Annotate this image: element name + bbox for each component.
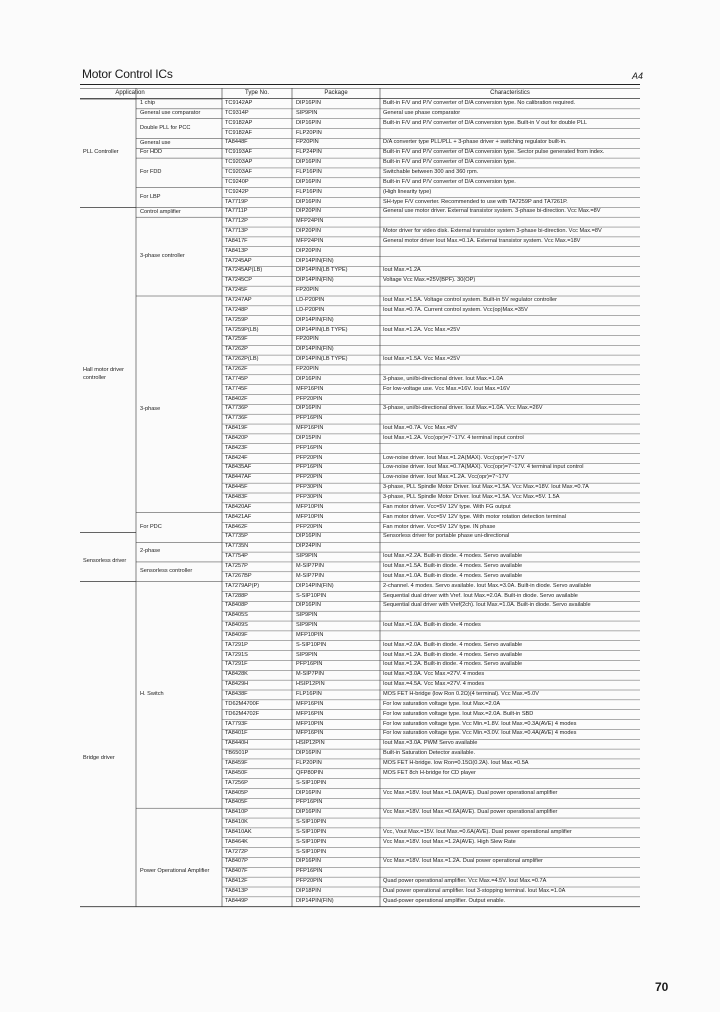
characteristics-cell: Fan motor driver. Vcc=5V 12V type. IN phase — [383, 523, 496, 530]
characteristics-cell: Voltage Vcc Max.=25V(BPF). 30(OP) — [383, 277, 476, 284]
package-cell: S-SIP10PIN — [296, 838, 327, 845]
package-cell: M-SIP7PIN — [296, 572, 324, 579]
package-cell: FLP16PIN — [296, 168, 322, 175]
type-no-cell: TA8405S — [225, 612, 248, 619]
subgroup-label: 3-phase controller — [140, 252, 185, 259]
type-no-cell: TA8459F — [225, 759, 248, 766]
package-cell: PFP16PIN — [296, 464, 323, 471]
package-cell: DIP14PIN(FIN) — [296, 897, 334, 904]
package-cell: FLP16PIN — [296, 188, 322, 195]
characteristics-cell: Built-in F/V and P/V converter of D/A conversion type. — [383, 178, 516, 185]
characteristics-cell: Low-noise driver. Iout Max.=0.7A(MAX). Vcc(opr)=7~17V. 4 terminal input control — [383, 464, 584, 471]
characteristics-cell: Low-noise driver. Iout Max.=1.2A. Vcc(opr)=7~17V — [383, 474, 509, 481]
type-no-cell: TA7245F — [225, 287, 248, 294]
type-no-cell: TA8413P — [225, 247, 248, 254]
subgroup-label: Control amplifier — [140, 208, 181, 215]
type-no-cell: TC9142AP — [225, 100, 253, 106]
characteristics-cell: MOS FET H-bridge. low Ron=0.15Ω(0.2A). Iout Max.=0.5A — [383, 759, 529, 766]
package-cell: FP20PIN — [296, 336, 319, 343]
type-no-cell: TA7257P — [225, 562, 248, 569]
type-no-cell: TA8435AF — [225, 464, 252, 471]
type-no-cell: TA8407F — [225, 868, 248, 875]
package-cell: PFP16PIN — [296, 868, 323, 875]
type-no-cell: TA8445F — [225, 484, 248, 491]
package-cell: FP20PIN — [296, 365, 319, 372]
header-characteristics: Characteristics — [490, 90, 530, 96]
characteristics-cell: Vcc Max.=18V. Iout Max.=0.6A(AVE). Dual power operational amplifier — [383, 809, 558, 816]
type-no-cell: TA8413P — [225, 888, 248, 894]
characteristics-cell: Built-in Saturation Detector available. — [383, 750, 476, 757]
package-cell: DIP14PIN(LB TYPE) — [296, 356, 348, 363]
package-cell: SIP9PIN — [296, 651, 318, 658]
package-cell: MFP10PIN — [296, 503, 324, 510]
type-no-cell: TA7272P — [225, 848, 248, 855]
type-no-cell: TA8409S — [225, 622, 248, 629]
characteristics-cell: 2-channel. 4 modes. Servo available. Iout Max.=3.0A. Built-in diode. Servo available — [383, 582, 592, 589]
package-cell: DIP16PIN — [296, 100, 321, 106]
package-cell: FLP20PIN — [296, 759, 322, 766]
type-no-cell: TA7259F — [225, 336, 248, 343]
type-no-cell: TA8410AK — [225, 828, 252, 835]
characteristics-cell: Sensorless driver for portable phase uni-directional — [383, 533, 510, 540]
package-cell: DIP20PIN — [296, 208, 321, 215]
subgroup-label: H. Switch — [140, 691, 164, 698]
type-no-cell: TA7245CP — [225, 277, 252, 284]
type-no-cell: TA8483F — [225, 494, 248, 500]
page-title: Motor Control ICs — [82, 67, 173, 81]
characteristics-cell: For low-voltage use. Vcc Max.=16V. Iout Max.=16V — [383, 385, 510, 392]
type-no-cell: TC9182AF — [225, 129, 253, 136]
characteristics-cell: Iout Max.=1.0A. Built-in diode. 4 modes — [383, 622, 481, 629]
characteristics-cell: Iout Max.=1.5A. Vcc Max.=25V — [383, 356, 461, 363]
group-label: Sensorless driver — [83, 558, 127, 565]
subgroup-label: For HDD — [140, 149, 163, 156]
characteristics-cell: Sequential dual driver with Vref(2ch). Iout Max.=1.0A. Built-in diode. Servo available — [383, 602, 591, 609]
package-cell: DIP16PIN — [296, 198, 321, 205]
package-cell: PFP16PIN — [296, 661, 323, 668]
characteristics-cell: Iout Max.=2.0A. Built-in diode. 4 modes. Servo available — [383, 641, 523, 648]
package-cell: DIP16PIN — [296, 789, 321, 796]
package-cell: DIP16PIN — [296, 602, 321, 609]
package-cell: PFP20PIN — [296, 523, 323, 530]
package-cell: QFP80PIN — [296, 769, 324, 776]
page-reference: A4 — [632, 71, 644, 81]
characteristics-cell: Iout Max.=0.7A. Current control system. Vcc(op)Max.=35V — [383, 306, 528, 313]
type-no-cell: TA7262P — [225, 346, 248, 353]
package-cell: FLP24PIN — [296, 149, 322, 156]
package-cell: S-SIP10PIN — [296, 828, 327, 835]
package-cell: DIP24PIN — [296, 543, 321, 550]
package-cell: DIP16PIN — [296, 858, 321, 865]
type-no-cell: TA7713P — [225, 228, 248, 235]
characteristics-cell: For low saturation voltage type. Vcc Min.=3.0V. Iout Max.=0.4A(AVE) 4 modes — [383, 730, 577, 737]
package-cell: DIP14PIN(FIN) — [296, 582, 334, 589]
package-cell: DIP20PIN — [296, 247, 321, 254]
package-cell: MFP16PIN — [296, 700, 324, 707]
type-no-cell: TA7735N — [225, 543, 249, 550]
subgroup-label: For LBP — [140, 193, 161, 200]
type-no-cell: TA7712P — [225, 218, 248, 225]
type-no-cell: TA8405P — [225, 789, 248, 796]
characteristics-cell: Built-in F/V and P/V converter of D/A conversion type. No calibration required. — [383, 100, 576, 106]
package-cell: LD-P20PIN — [296, 297, 325, 303]
package-cell: MFP16PIN — [296, 425, 324, 432]
characteristics-cell: Iout Max.=1.2A. Built-in diode. 4 modes. Servo available — [383, 651, 523, 658]
type-no-cell: TC9242P — [225, 188, 249, 195]
group-label: PLL Controller — [83, 149, 119, 156]
package-cell: HSIP12PIN — [296, 681, 325, 688]
characteristics-cell: Iout Max.=1.5A. Built-in diode. 4 modes. Servo available — [383, 562, 523, 569]
type-no-cell: TA8409F — [225, 631, 248, 638]
package-cell: S-SIP10PIN — [296, 848, 327, 855]
package-cell: M-SIP7PIN — [296, 671, 324, 678]
header-package: Package — [324, 90, 348, 96]
package-cell: MFP16PIN — [296, 710, 324, 717]
motor-control-ic-table — [80, 88, 640, 956]
type-no-cell: TA8462F — [225, 523, 248, 530]
characteristics-cell: General motor driver Iout Max.=0.1A. External transistor system. Vcc Max.=18V — [383, 237, 581, 244]
characteristics-cell: For low saturation voltage type. Vcc Min.=1.8V. Iout Max.=0.3A(AVE) 4 modes — [383, 720, 577, 727]
characteristics-cell: Iout Max.=3.0A. Vcc Max.=27V. 4 modes — [383, 671, 485, 678]
type-no-cell: TA8405F — [225, 799, 248, 806]
package-cell: PFP30PIN — [296, 484, 323, 491]
package-cell: DIP14PIN(LB TYPE) — [296, 267, 348, 274]
type-no-cell: TA7793F — [225, 720, 248, 727]
type-no-cell: TA7291F — [225, 661, 248, 668]
characteristics-cell: Fan motor driver. Vcc=5V 12V type. With motor rotation detection terminal — [383, 513, 566, 520]
type-no-cell: TC9240P — [225, 178, 249, 185]
characteristics-cell: For low saturation voltage type. Iout Max.=2.0A. Built-in SBD — [383, 710, 534, 717]
type-no-cell: TA8450F — [225, 769, 248, 776]
package-cell: PFP20PIN — [296, 474, 323, 481]
type-no-cell: TA8448F — [225, 139, 248, 146]
characteristics-cell: Iout Max.=0.7A. Vcc Max.=8V — [383, 425, 457, 432]
package-cell: PFP16PIN — [296, 444, 323, 451]
package-cell: FP20PIN — [296, 139, 319, 146]
type-no-cell: TA7736F — [225, 415, 248, 422]
characteristics-cell: Iout Max.=1.2A. Vcc(opr)=7~17V. 4 terminal input control — [383, 434, 524, 441]
type-no-cell: TA8407P — [225, 858, 248, 865]
title-rule — [80, 84, 640, 85]
package-cell: MFP10PIN — [296, 513, 324, 520]
characteristics-cell: 3-phase, PLL Spindle Motor Driver. Iout Max.=1.5A. Vcc Max.=18V. Iout Max.=0.7A — [383, 484, 589, 491]
type-no-cell: TA8424F — [225, 454, 248, 461]
type-no-cell: TA8447AF — [225, 474, 252, 481]
header-type-no: Type No. — [244, 90, 269, 96]
characteristics-cell: Sequential dual driver with Vref. Iout Max.=2.0A. Built-in diode. Servo available — [383, 592, 578, 599]
type-no-cell: TA7256P — [225, 779, 248, 786]
characteristics-cell: 3-phase, PLL Spindle Motor Driver. Iout Max.=1.5A. Vcc Max.=5V. 1.5A — [383, 494, 560, 500]
characteristics-cell: General use phase comparator — [383, 109, 461, 116]
characteristics-cell: Iout Max.=1.5A. Voltage control system. Built-in 5V regulator controller — [383, 297, 557, 303]
type-no-cell: TA8464K — [225, 838, 248, 845]
type-no-cell: TA8420P — [225, 434, 248, 441]
type-no-cell: TA8428K — [225, 671, 248, 678]
package-cell: MFP16PIN — [296, 730, 324, 737]
type-no-cell: TA8402F — [225, 395, 248, 402]
package-cell: DIP16PIN — [296, 809, 321, 816]
type-no-cell: TA7711P — [225, 208, 248, 215]
characteristics-cell: MOS FET H-bridge (low Ron 0.2Ω)(4 terminal). Vcc Max.=5.0V — [383, 691, 539, 697]
type-no-cell: TA8421AF — [225, 513, 252, 520]
package-cell: PFP16PIN — [296, 415, 323, 422]
type-no-cell: TD62M4700F — [225, 700, 260, 707]
type-no-cell: TA8429H — [225, 681, 249, 688]
type-no-cell: TA8412F — [225, 878, 248, 885]
type-no-cell: TA7291P — [225, 641, 248, 648]
characteristics-cell: Iout Max.=1.2A — [383, 267, 421, 274]
package-cell: DIP16PIN — [296, 405, 321, 412]
characteristics-cell: SH-type F/V converter. Recommended to use with TA7259P and TA7261P. — [383, 198, 568, 205]
package-cell: MFP24PIN — [296, 218, 324, 225]
type-no-cell: TA7288P — [225, 592, 248, 599]
package-cell: DIP14PIN(FIN) — [296, 316, 334, 323]
package-cell: PFP20PIN — [296, 395, 323, 402]
type-no-cell: TA8420AF — [225, 503, 252, 510]
type-no-cell: TA7262F — [225, 365, 248, 372]
package-cell: S-SIP10PIN — [296, 641, 327, 648]
package-cell: DIP16PIN — [296, 533, 321, 540]
package-cell: MFP10PIN — [296, 720, 324, 727]
type-no-cell: TC9193AF — [225, 149, 253, 156]
package-cell: LD-P20PIN — [296, 306, 325, 313]
type-no-cell: TA7754P — [225, 553, 248, 560]
package-cell: FP20PIN — [296, 287, 319, 294]
package-cell: M-SIP7PIN — [296, 562, 324, 569]
package-cell: DIP14PIN(FIN) — [296, 346, 334, 353]
subgroup-label: Power Operational Amplifier — [140, 868, 210, 875]
type-no-cell: TC9314P — [225, 109, 249, 116]
characteristics-cell: Vcc Max.=18V. Iout Max.=1.2A. Dual power operational amplifier — [383, 858, 543, 865]
subgroup-label: General use comparator — [140, 110, 201, 117]
package-cell: S-SIP10PIN — [296, 592, 327, 599]
type-no-cell: TA7259P — [225, 316, 248, 323]
group-label: Hall motor driver controller — [83, 367, 125, 381]
characteristics-cell: Motor driver for video disk. External transistor system 3-phase bi-direction. Vcc Max.=8V — [383, 228, 602, 235]
characteristics-cell: Vcc Max.=18V. Iout Max.=1.0A(AVE). Dual power operational amplifier — [383, 789, 558, 796]
subgroup-label: Sensorless controller — [140, 568, 193, 575]
characteristics-cell: D/A converter type PLL/PLL + 3-phase driver + switching regulator built-in. — [383, 139, 567, 146]
package-cell: PFP30PIN — [296, 494, 323, 500]
package-cell: FLP20PIN — [296, 129, 322, 136]
subgroup-label: 2-phase — [140, 548, 161, 555]
characteristics-cell: 3-phase, uni/bi-directional driver. Iout Max.=1.0A. Vcc Max.=26V — [383, 405, 543, 412]
characteristics-cell: Iout Max.=3.0A. PWM Servo available — [383, 740, 478, 747]
characteristics-cell: Dual power operational amplifier. Iout 3-stopping terminal. Iout Max.=1.0A — [383, 888, 566, 894]
characteristics-cell: Switchable between 300 and 360 rpm. — [383, 168, 479, 175]
group-label: Bridge driver — [83, 755, 115, 762]
type-no-cell: TA7279AP(P) — [225, 582, 260, 589]
header-application: Application — [115, 90, 145, 96]
characteristics-cell: Iout Max.=1.2A. Vcc Max.=25V — [383, 326, 461, 333]
characteristics-cell: Low-noise driver. Iout Max.=1.2A(MAX). Vcc(opr)=7~17V — [383, 454, 525, 461]
type-no-cell: TA8417F — [225, 237, 248, 244]
characteristics-cell: Vcc Max.=18V. Iout Max.=1.2A(AVE). High Slew Rate — [383, 838, 516, 845]
package-cell: MFP16PIN — [296, 385, 324, 392]
type-no-cell: TA7745F — [225, 385, 248, 392]
package-cell: PFP20PIN — [296, 878, 323, 885]
characteristics-cell: For low saturation voltage type. Iout Max.=2.0A — [383, 700, 501, 707]
package-cell: DIP16PIN — [296, 119, 321, 126]
package-cell: HSIP12PIN — [296, 740, 325, 747]
package-cell: DIP18PIN — [296, 888, 321, 894]
type-no-cell: TC9203AF — [225, 168, 253, 175]
type-no-cell: TA7291S — [225, 651, 248, 658]
characteristics-cell: Built-in F/V and P/V converter of D/A conversion type. Sector pulse generated from index. — [383, 149, 605, 156]
characteristics-cell: Fan motor driver. Vcc=5V 12V type. With FG output — [383, 503, 511, 510]
package-cell: MFP10PIN — [296, 631, 324, 638]
package-cell: DIP14PIN(LB TYPE) — [296, 326, 348, 333]
characteristics-cell: Built-in F/V and P/V converter of D/A conversion type. — [383, 159, 516, 166]
characteristics-cell: General use motor driver. External transistor system. 3-phase bi-direction. Vcc Max.=8V — [383, 208, 601, 215]
package-cell: DIP16PIN — [296, 750, 321, 757]
type-no-cell: TA8419F — [225, 425, 248, 432]
type-no-cell: TD62M4702F — [225, 710, 260, 717]
type-no-cell: TA7267BP — [225, 572, 252, 579]
package-cell: DIP20PIN — [296, 228, 321, 235]
package-cell: S-SIP10PIN — [296, 819, 327, 826]
package-cell: MFP24PIN — [296, 237, 324, 244]
package-cell: DIP14PIN(FIN) — [296, 277, 334, 284]
package-cell: DIP16PIN — [296, 159, 321, 166]
page-number: 70 — [655, 980, 669, 994]
package-cell: S-SIP10PIN — [296, 779, 327, 786]
type-no-cell: TA7245AP(LB) — [225, 267, 263, 274]
subgroup-label: General use — [140, 139, 171, 146]
package-cell: SIP9PIN — [296, 109, 318, 116]
type-no-cell: TA8449P — [225, 897, 248, 904]
characteristics-cell: Quad power operational amplifier. Vcc Max.=4.5V. Iout Max.=0.7A — [383, 878, 547, 885]
type-no-cell: TA8410P — [225, 809, 248, 816]
type-no-cell: TA8440H — [225, 740, 249, 747]
type-no-cell: TA8438F — [225, 691, 248, 697]
package-cell: SIP9PIN — [296, 553, 318, 560]
type-no-cell: TA7247AP — [225, 297, 252, 303]
type-no-cell: TA7248P — [225, 306, 248, 313]
characteristics-cell: MOS FET 8ch H-bridge for CD player — [383, 769, 476, 776]
subgroup-label: 1 chip — [140, 100, 155, 107]
type-no-cell: TA7259P(LB) — [225, 326, 259, 333]
subgroup-label: For FDD — [140, 169, 162, 176]
type-no-cell: TA8401F — [225, 730, 248, 737]
subgroup-label: 3-phase — [140, 405, 161, 412]
package-cell: DIP14PIN(FIN) — [296, 257, 334, 264]
package-cell: DIP16PIN — [296, 375, 321, 382]
characteristics-cell: 3-phase, uni/bi-directional driver. Iout Max.=1.0A — [383, 375, 504, 382]
package-cell: SIP9PIN — [296, 622, 318, 629]
type-no-cell: TA7262P(LB) — [225, 356, 259, 363]
type-no-cell: TA8423F — [225, 444, 248, 451]
type-no-cell: TA7745P — [225, 375, 248, 382]
type-no-cell: TA7736P — [225, 405, 248, 412]
characteristics-cell: Quad-power operational amplifier. Output enable. — [383, 897, 506, 904]
type-no-cell: TA8408P — [225, 602, 248, 609]
package-cell: SIP9PIN — [296, 612, 318, 619]
subgroup-label: Double PLL for PCC — [140, 124, 191, 131]
package-cell: DIP16PIN — [296, 178, 321, 185]
type-no-cell: TA7735P — [225, 533, 248, 540]
characteristics-cell: (High linearity type) — [383, 188, 432, 195]
characteristics-cell: Built-in F/V and P/V converter of D/A conversion type. Built-in V out for double PLL — [383, 119, 587, 126]
subgroup-label: For PDC — [140, 523, 162, 530]
characteristics-cell: Iout Max.=4.5A. Vcc Max.=27V. 4 modes — [383, 681, 485, 688]
type-no-cell: TC9203AP — [225, 159, 253, 166]
package-cell: FLP16PIN — [296, 691, 322, 697]
characteristics-cell: Vcc, Vout Max.=15V. Iout Max.=0.6A(AVE). Dual power operational amplifier — [383, 828, 572, 835]
package-cell: DIP15PIN — [296, 434, 321, 441]
characteristics-cell: Iout Max.=1.2A. Built-in diode. 4 modes. Servo available — [383, 661, 523, 668]
type-no-cell: TB6501P — [225, 750, 249, 757]
package-cell: PFP20PIN — [296, 454, 323, 461]
type-no-cell: TA7245AP — [225, 257, 252, 264]
type-no-cell: TC9182AP — [225, 119, 253, 126]
type-no-cell: TA8410K — [225, 819, 248, 826]
package-cell: PFP16PIN — [296, 799, 323, 806]
characteristics-cell: Iout Max.=2.2A. Built-in diode. 4 modes. Servo available — [383, 553, 523, 560]
characteristics-cell: Iout Max.=1.0A. Built-in diode. 4 modes. Servo available — [383, 572, 523, 579]
type-no-cell: TA7719P — [225, 198, 248, 205]
